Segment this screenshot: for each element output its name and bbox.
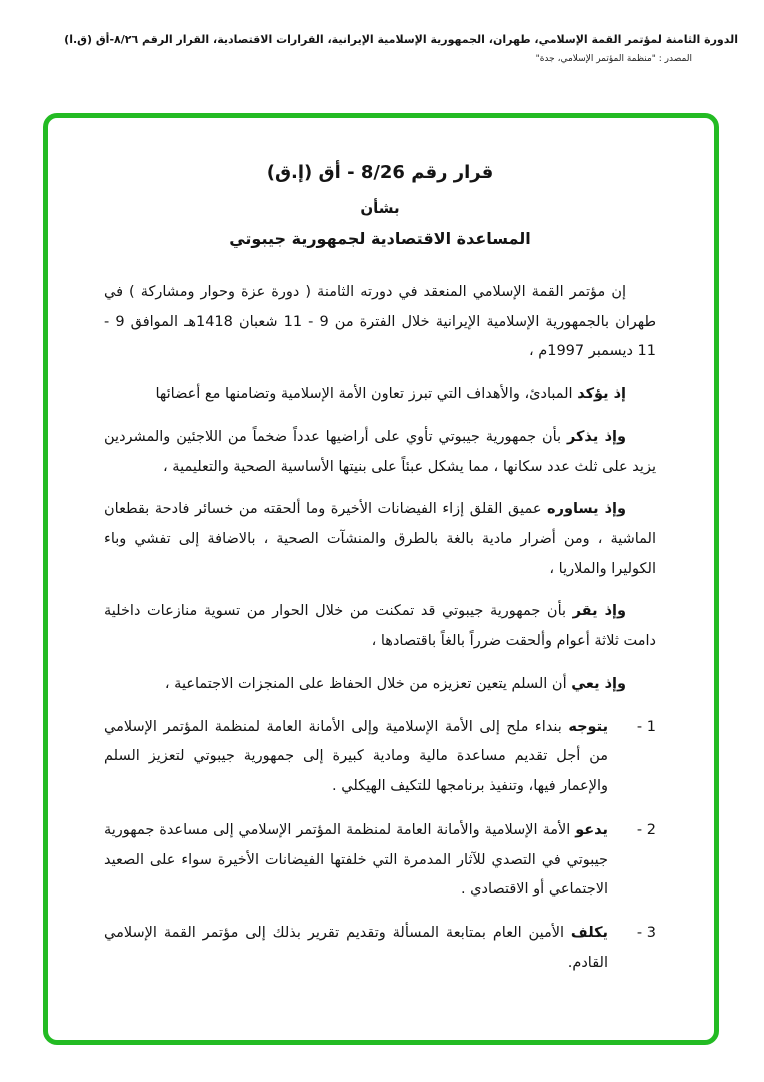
resolution-subtitle: بشأن	[360, 199, 400, 217]
resolution-subject: المساعدة الاقتصادية لجمهورية جيبوتي	[229, 229, 531, 248]
paragraph-lead: إذ يؤكد	[577, 386, 626, 403]
paragraph-lead: وإذ يعي	[571, 675, 626, 692]
resolution-title: قرار رقم 8/26 - أق (إ.ق)	[266, 162, 494, 183]
item-lead: يدعو	[575, 821, 609, 838]
paragraph-lead: وإذ يقر	[572, 603, 627, 620]
paragraph-text: بأن جمهورية جيبوتي تأوي على أراضيها عدداً ضخماً من اللاجئين والمشردين يزيد على ثلث عدد سكانها ، مما يشكل عبئاً على بنيتها الأساسية الصحية والتعليمية ،	[104, 428, 656, 475]
paragraph-text: أن السلم يتعين تعزيزه من خلال الحفاظ على المنجزات الاجتماعية ،	[164, 675, 567, 692]
document-frame	[43, 113, 719, 1045]
document-body	[48, 118, 714, 1040]
resolution-item	[104, 816, 656, 905]
item-number: 3 -	[636, 924, 656, 941]
paragraph-text: المبادئ، والأهداف التي تبرز تعاون الأمة الإسلامية وتضامنها مع أعضائها	[155, 386, 573, 403]
preamble-paragraph	[104, 670, 656, 700]
paragraph-text: عميق القلق إزاء الفيضانات الأخيرة وما ألحقته من خسائر فادحة بقطعان الماشية ، ومن أضرار مادية بالغة بالطرق والمنشآت الصحية ، بالاضافة إلى تفشي وباء الكوليرا والملاريا ،	[104, 501, 656, 577]
item-text: الأمة الإسلامية والأمانة العامة لمنظمة المؤتمر الإسلامي إلى مساعدة جمهورية جيبوتي في التصدي للآثار المدمرة التي خلفتها الفيضانات الأخيرة سواء على الصعيد الاجتماعي أو الاقتصادي .	[104, 821, 608, 898]
paragraph-lead: وإذ يساوره	[547, 501, 627, 518]
header-source: المصدر : "منظمة المؤتمر الإسلامي، جدة"	[535, 53, 692, 64]
resolution-items	[104, 713, 656, 979]
preamble-paragraph	[104, 495, 656, 584]
item-lead: يكلف	[570, 924, 608, 941]
item-number: 2 -	[636, 821, 656, 838]
preamble-paragraph	[104, 278, 656, 367]
paragraph-text: بأن جمهورية جيبوتي قد تمكنت من خلال الحوار من تسوية منازعات داخلية دامت ثلاثة أعوام وألحقت ضرراً بالغاً باقتصادها ،	[104, 603, 656, 650]
paragraph-text: إن مؤتمر القمة الإسلامي المنعقد في دورته الثامنة ( دورة عزة وحوار ومشاركة ) في طهران بالجمهورية الإسلامية الإيرانية خلال الفترة من 9 - 11 شعبان 1418هـ الموافق 9 - 11 ديسمبر 1997م ،	[104, 284, 656, 360]
item-number: 1 -	[636, 718, 656, 735]
item-paragraph	[104, 816, 608, 905]
resolution-item	[104, 713, 656, 802]
item-paragraph	[104, 919, 608, 978]
preamble-paragraph	[104, 380, 656, 410]
item-text: الأمين العام بمتابعة المسألة وتقديم تقرير بذلك إلى مؤتمر القمة الإسلامي القادم.	[104, 924, 608, 971]
header-citation: الدورة الثامنة لمؤتمر القمة الإسلامي، طهران، الجمهورية الإسلامية الإيرانية، القرارات الاقتصادية، القرار الرقم ٨/٢٦-أق (ق.ا)	[64, 33, 738, 46]
item-text: بنداء ملح إلى الأمة الإسلامية وإلى الأمانة العامة لمنظمة المؤتمر الإسلامي من أجل تقديم مساعدة مالية ومادية كبيرة إلى جمهورية جيبوتي لتعزيز السلم والإعمار فيها، وتنفيذ برنامجها للتكيف الهيكلي .	[104, 718, 608, 795]
resolution-item	[104, 919, 656, 978]
source-header	[20, 32, 738, 64]
preamble-paragraph	[104, 597, 656, 656]
item-paragraph	[104, 713, 608, 802]
paragraph-lead: وإذ يذكر	[566, 428, 627, 445]
preamble-paragraph	[104, 423, 656, 482]
item-lead: يتوجه	[568, 718, 609, 735]
